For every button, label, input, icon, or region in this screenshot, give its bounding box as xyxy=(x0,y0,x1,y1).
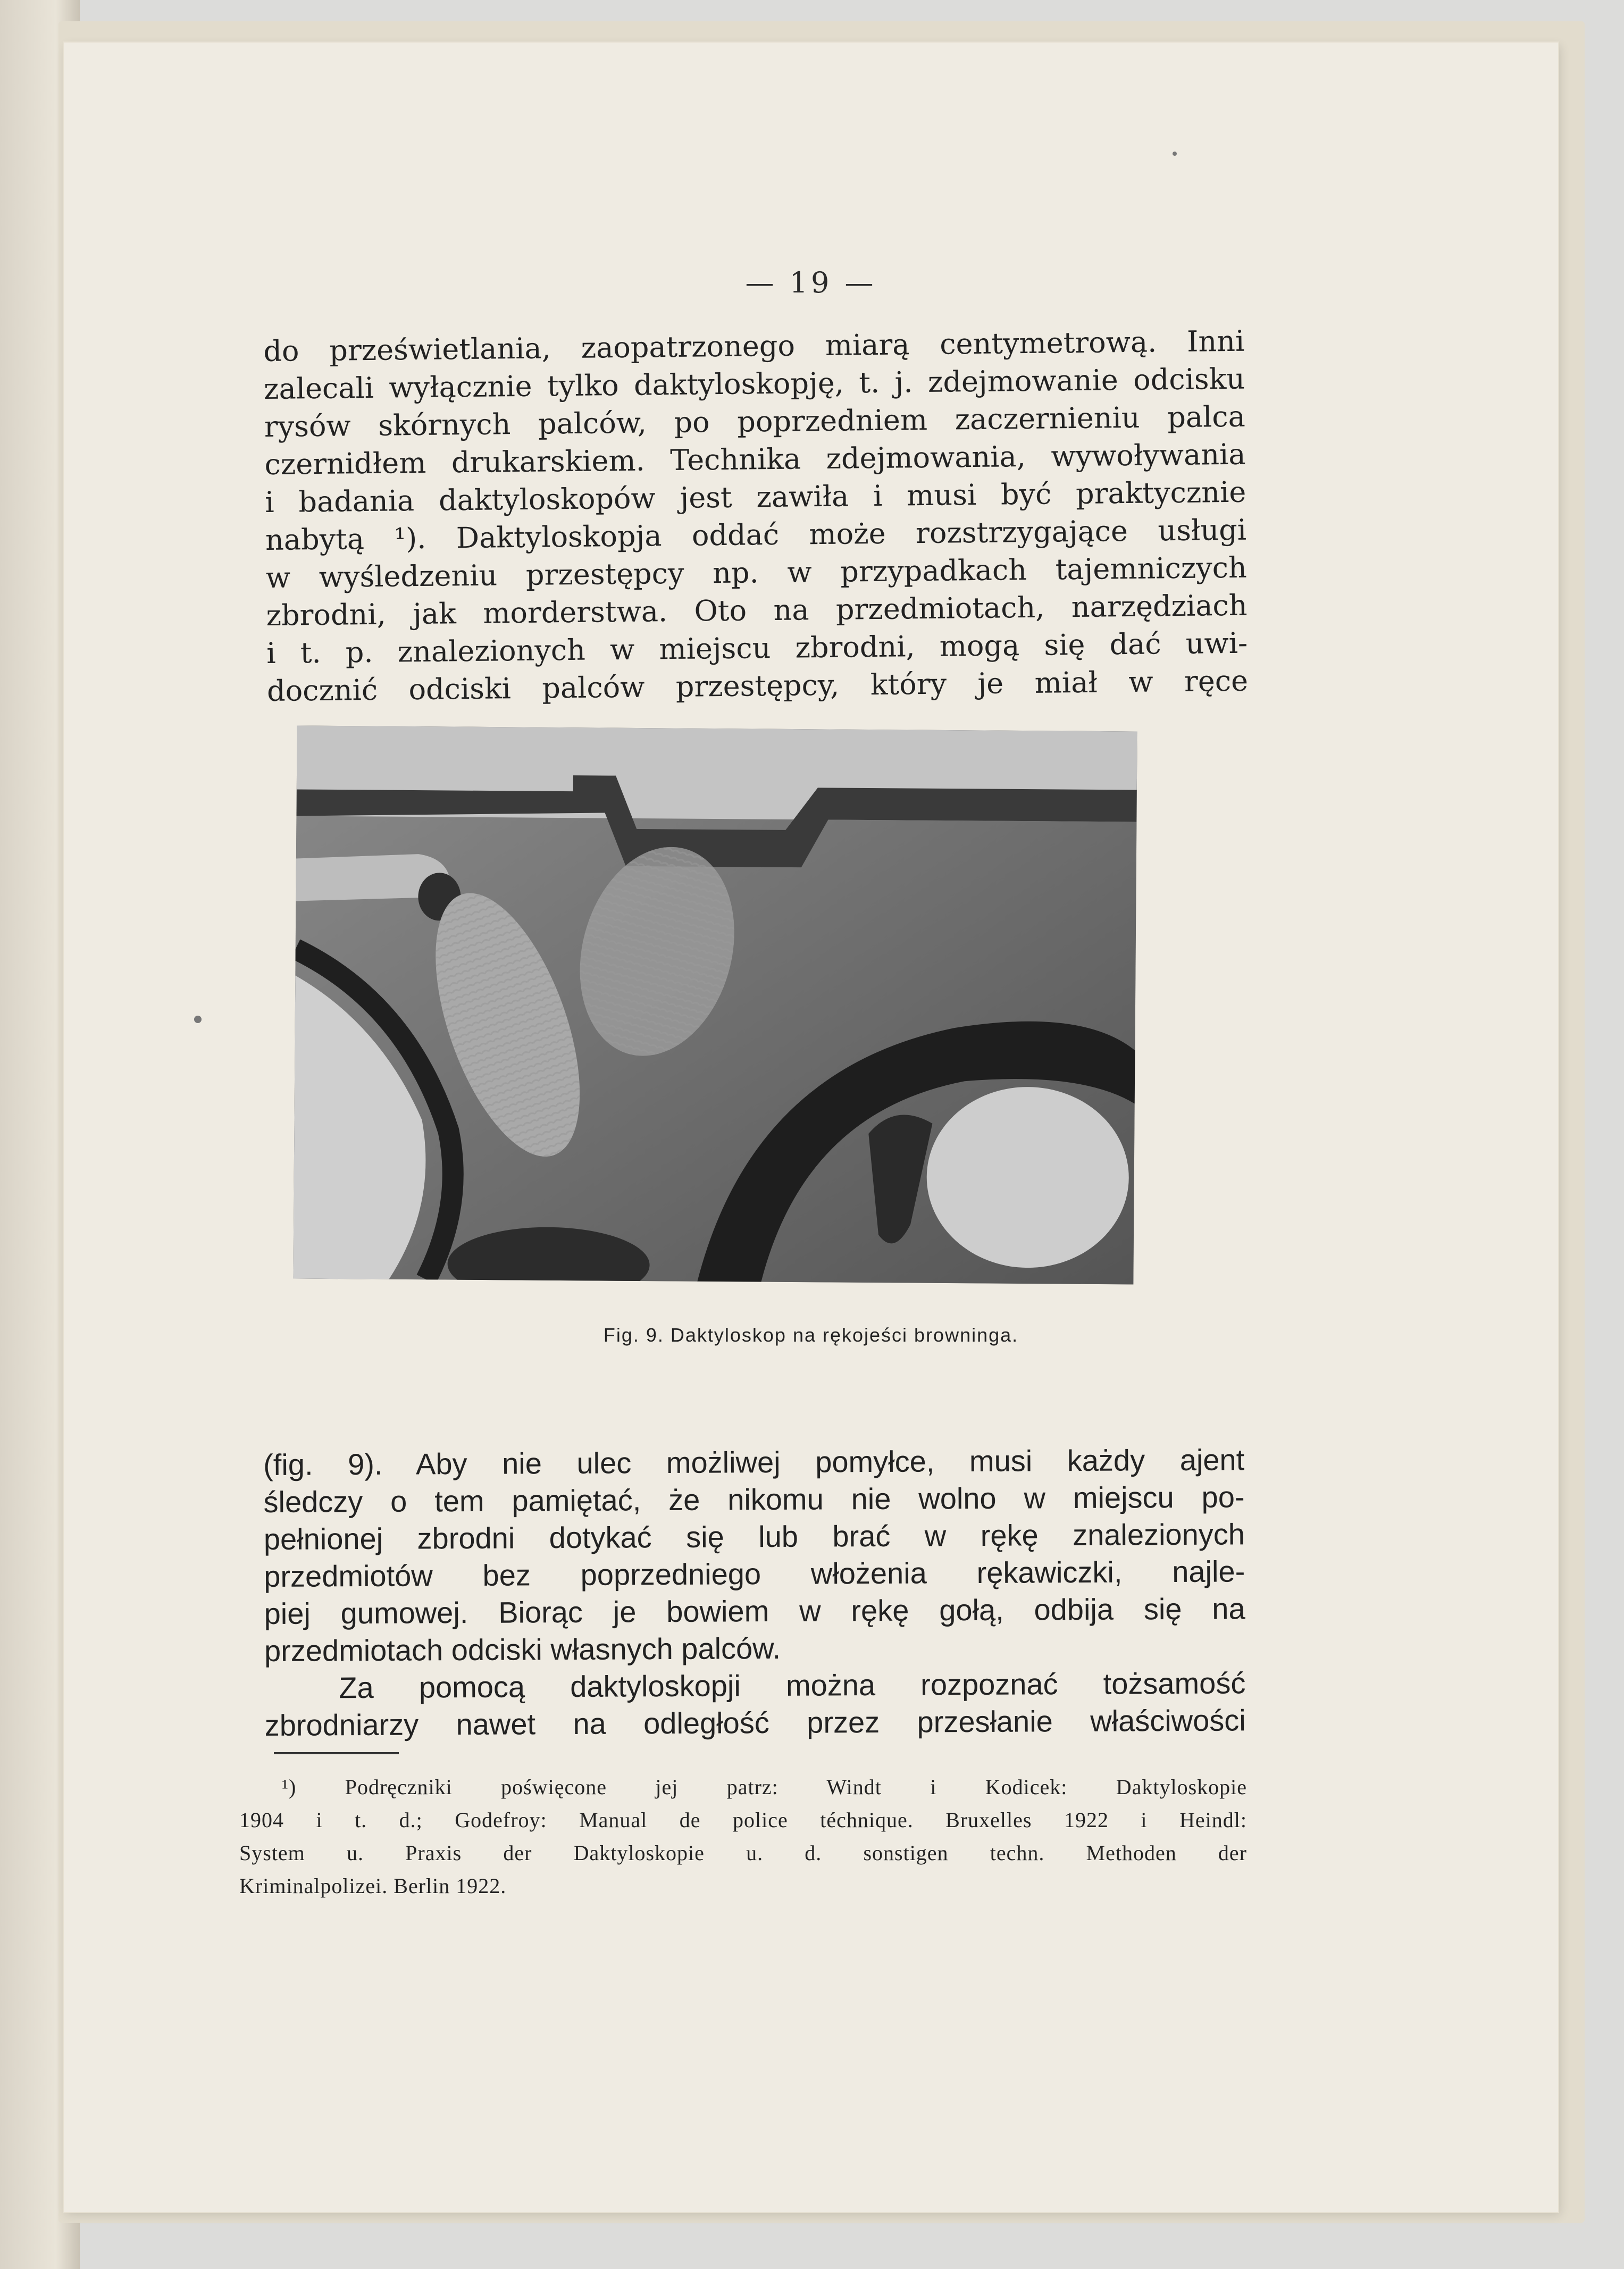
text-line: pełnionej zbrodni dotykać się lub brać w rękę znalezionych xyxy=(263,1517,1245,1556)
text-line: przedmiotów bez poprzedniego włożenia rękawiczki, najle- xyxy=(264,1554,1245,1593)
text-line: śledczy o tem pamiętać, że nikomu nie wolno w miejscu po- xyxy=(263,1480,1245,1519)
footnote-rule xyxy=(274,1752,399,1754)
footnote-line: Kriminalpolizei. Berlin 1922. xyxy=(239,1874,507,1898)
text-line: (fig. 9). Aby nie ulec możliwej pomyłce, musi każdy ajent xyxy=(263,1443,1245,1481)
page-number: — 19 — xyxy=(745,266,877,299)
pistol-grip-image xyxy=(293,725,1137,1284)
text-line: zbrodni, jak morderstwa. Oto na przedmiotach, narzędziach xyxy=(266,588,1248,632)
footnote-line: ¹) Podręczniki poświęcone jej patrz: Windt i Kodicek: Daktyloskopie xyxy=(282,1775,1247,1799)
text-line: i badania daktyloskopów jest zawiła i musi być praktycznie xyxy=(265,475,1246,519)
text-line: zalecali wyłącznie tylko daktyloskopję, t. j. zdejmowanie odcisku xyxy=(263,362,1245,406)
text-line: piej gumowej. Biorąc je bowiem w rękę gołą, odbija się na xyxy=(264,1592,1245,1630)
paragraph-top xyxy=(263,322,1248,710)
text-line: do prześwietlania, zaopatrzonego miarą centymetrową. Inni xyxy=(263,324,1245,368)
text-line: rysów skórnych palców, po poprzedniem zaczernieniu palca xyxy=(264,399,1246,443)
footnote-line: System u. Praxis der Daktyloskopie u. d. sonstigen techn. Methoden der xyxy=(239,1841,1247,1865)
book-page xyxy=(64,43,1558,2212)
paper-speck xyxy=(1173,152,1177,156)
figure-caption: Fig. 9. Daktyloskop na rękojeści browninga. xyxy=(603,1324,1019,1346)
text-line: czernidłem drukarskiem. Technika zdejmowania, wywoływania xyxy=(264,437,1246,481)
fingerprint-photograph xyxy=(293,725,1137,1284)
footnote-line: 1904 i t. d.; Godefroy: Manual de police téchnique. Bruxelles 1922 i Heindl: xyxy=(239,1808,1247,1832)
text-line: zbrodniarzy nawet na odległość przez przesłanie właściwości xyxy=(264,1703,1246,1742)
paragraph-bottom xyxy=(263,1441,1246,1744)
text-line: przedmiotach odciski własnych palców. xyxy=(264,1631,781,1668)
text-line: i t. p. znalezionych w miejscu zbrodni, mogą się dać uwi- xyxy=(266,626,1248,670)
paper-speck xyxy=(194,1016,202,1023)
text-line: Za pomocą daktyloskopji można rozpoznać tożsamość xyxy=(339,1666,1246,1705)
footnote xyxy=(239,1771,1247,1903)
text-line: nabytą ¹). Daktyloskopja oddać może rozstrzygające usługi xyxy=(265,513,1247,557)
text-line: docznić odciski palców przestępcy, który je miał w ręce xyxy=(266,664,1249,708)
text-line: w wyśledzeniu przestępcy np. w przypadkach tajemniczych xyxy=(265,550,1248,595)
